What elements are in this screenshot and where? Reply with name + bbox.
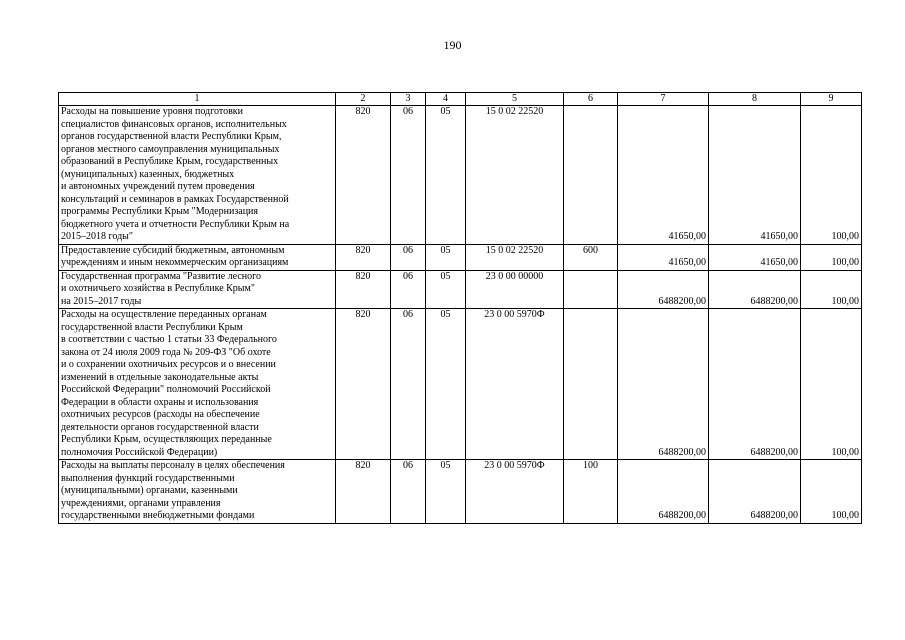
- row-description: Государственная программа "Развитие лесного и охотничьего хозяйства в Республике Крым" на 2015–2017 годы: [59, 270, 336, 309]
- cell-ministry-code: 820: [336, 106, 391, 245]
- cell-section: 06: [391, 270, 426, 309]
- cell-ministry-code: 820: [336, 460, 391, 524]
- cell-subsection: 05: [426, 106, 466, 245]
- cell-amount-executed: 6488200,00: [709, 270, 801, 309]
- cell-percent: 100,00: [801, 270, 862, 309]
- column-header: 1: [59, 93, 336, 106]
- cell-amount-executed: 6488200,00: [709, 460, 801, 524]
- cell-target-article: 15 0 02 22520: [466, 106, 564, 245]
- cell-subsection: 05: [426, 244, 466, 270]
- budget-table: [58, 92, 862, 524]
- cell-percent: 100,00: [801, 106, 862, 245]
- cell-amount-planned: 41650,00: [618, 106, 709, 245]
- cell-subsection: 05: [426, 270, 466, 309]
- table-row: [59, 270, 862, 309]
- cell-target-article: 23 0 00 5970Ф: [466, 309, 564, 460]
- table-header-row: [59, 93, 862, 106]
- row-description: Предоставление субсидий бюджетным, автономным учреждениям и иным некоммерческим организациям: [59, 244, 336, 270]
- cell-target-article: 15 0 02 22520: [466, 244, 564, 270]
- column-header: 9: [801, 93, 862, 106]
- column-header: 8: [709, 93, 801, 106]
- table-row: [59, 460, 862, 524]
- cell-expense-type: 100: [564, 460, 618, 524]
- cell-percent: 100,00: [801, 244, 862, 270]
- cell-amount-planned: 41650,00: [618, 244, 709, 270]
- row-description: Расходы на выплаты персоналу в целях обеспечения выполнения функций государственными (муниципальными) органами, казенными учреждениями, органами управления государственными внебюджетными фондами: [59, 460, 336, 524]
- column-header: 3: [391, 93, 426, 106]
- table-row: [59, 106, 862, 245]
- cell-expense-type: [564, 309, 618, 460]
- cell-target-article: 23 0 00 00000: [466, 270, 564, 309]
- column-header: 2: [336, 93, 391, 106]
- cell-section: 06: [391, 309, 426, 460]
- column-header: 4: [426, 93, 466, 106]
- page-number: 190: [443, 38, 462, 52]
- row-description: Расходы на осуществление переданных органам государственной власти Республики Крым в соответствии с частью 1 статьи 33 Федерального закона от 24 июля 2009 года № 209-ФЗ "Об охоте и о сохранении охотничьих ресурсов и о внесении изменений в отдельные законодательные акты Российской Федерации" полномочий Российской Федерации в области охраны и использования охотничьих ресурсов (расходы на обеспечение деятельности органов государственной власти Республики Крым, осуществляющих переданные полномочия Российской Федерации): [59, 309, 336, 460]
- cell-expense-type: [564, 270, 618, 309]
- cell-percent: 100,00: [801, 460, 862, 524]
- cell-expense-type: [564, 106, 618, 245]
- cell-expense-type: 600: [564, 244, 618, 270]
- cell-amount-executed: 41650,00: [709, 106, 801, 245]
- cell-subsection: 05: [426, 309, 466, 460]
- cell-amount-executed: 41650,00: [709, 244, 801, 270]
- cell-amount-planned: 6488200,00: [618, 270, 709, 309]
- cell-amount-executed: 6488200,00: [709, 309, 801, 460]
- cell-section: 06: [391, 106, 426, 245]
- cell-section: 06: [391, 244, 426, 270]
- cell-ministry-code: 820: [336, 244, 391, 270]
- cell-amount-planned: 6488200,00: [618, 460, 709, 524]
- cell-ministry-code: 820: [336, 270, 391, 309]
- cell-subsection: 05: [426, 460, 466, 524]
- cell-amount-planned: 6488200,00: [618, 309, 709, 460]
- cell-percent: 100,00: [801, 309, 862, 460]
- cell-section: 06: [391, 460, 426, 524]
- cell-ministry-code: 820: [336, 309, 391, 460]
- column-header: 5: [466, 93, 564, 106]
- column-header: 6: [564, 93, 618, 106]
- column-header: 7: [618, 93, 709, 106]
- cell-target-article: 23 0 00 5970Ф: [466, 460, 564, 524]
- row-description: Расходы на повышение уровня подготовки специалистов финансовых органов, исполнительных органов государственной власти Республики Крым, органов местного самоуправления муниципальных образований в Республике Крым, государственных (муниципальных) казенных, бюджетных и автономных учреждений путем проведения консультаций и семинаров в рамках Государственной программы Республики Крым "Модернизация бюджетного учета и отчетности Республики Крым на 2015–2018 годы": [59, 106, 336, 245]
- table-row: [59, 309, 862, 460]
- table-row: [59, 244, 862, 270]
